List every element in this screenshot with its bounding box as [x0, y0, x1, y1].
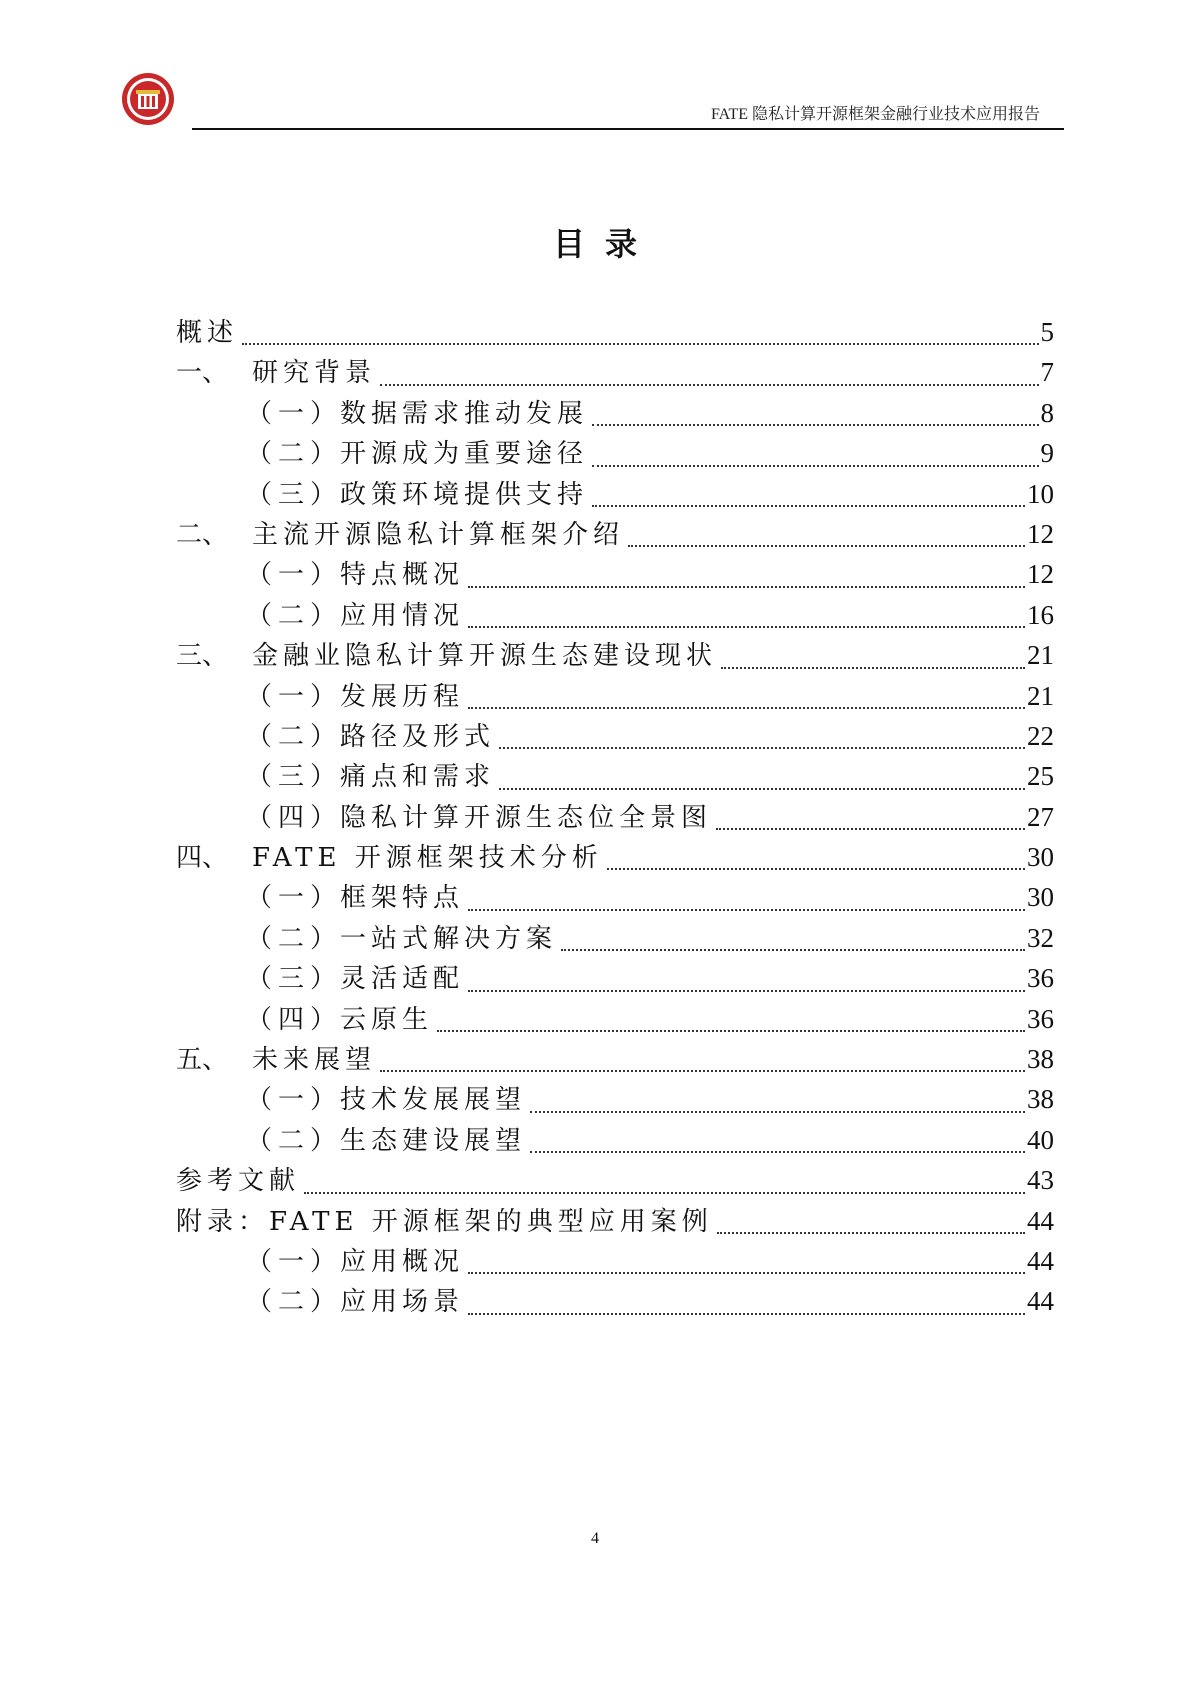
toc-entry-label: 概述: [176, 318, 239, 348]
toc-entry-number: 三、: [176, 641, 229, 672]
association-logo-icon: [120, 71, 176, 127]
toc-entry-page: 38: [1027, 1084, 1054, 1115]
toc-entry-label: 云原生: [340, 1004, 434, 1035]
toc-entry-label: 研究背景: [252, 358, 377, 389]
toc-entry[interactable]: [176, 312, 1054, 352]
toc-entry-label: 发展历程: [340, 681, 465, 712]
toc-entry-page: 44: [1027, 1245, 1054, 1276]
toc-entry-page: 16: [1027, 599, 1054, 630]
toc-entry-label: 一站式解决方案: [340, 923, 558, 954]
toc-leader-dots: [437, 1029, 1025, 1032]
toc-entry-label: 特点概况: [340, 560, 465, 591]
toc-leader-dots: [468, 1312, 1025, 1315]
toc-entry-number: （三）: [246, 762, 343, 793]
toc-entry-label: 应用场景: [340, 1287, 465, 1318]
toc-entry-number: （二）: [246, 721, 343, 752]
toc-entry-number: （三）: [246, 479, 343, 510]
toc-leader-dots: [468, 908, 1025, 911]
toc-entry-number: （一）: [246, 560, 343, 591]
toc-entry-number: （一）: [246, 1246, 343, 1277]
toc-entry-number: 四、: [176, 843, 229, 874]
toc-entry[interactable]: [176, 918, 1054, 958]
toc-entry[interactable]: [176, 999, 1054, 1039]
toc-leader-dots: [380, 1069, 1025, 1072]
toc-entry[interactable]: [176, 595, 1054, 635]
toc-leader-dots: [468, 706, 1025, 709]
toc-entry[interactable]: [176, 1201, 1054, 1241]
toc-leader-dots: [468, 585, 1025, 588]
toc-leader-dots: [607, 867, 1025, 870]
toc-entry-label: 金融业隐私计算开源生态建设现状: [252, 641, 718, 672]
toc-entry[interactable]: [176, 1079, 1054, 1119]
toc-entry-label: 生态建设展望: [340, 1125, 527, 1156]
toc-entry-page: 12: [1027, 559, 1054, 590]
toc-title: 目录: [552, 225, 657, 263]
toc-entry[interactable]: [176, 676, 1054, 716]
toc-leader-dots: [530, 1150, 1025, 1153]
toc-leader-dots: [499, 787, 1025, 790]
toc-leader-dots: [468, 1271, 1025, 1274]
toc-entry-number: （一）: [246, 398, 343, 429]
toc-entry-page: 36: [1027, 1003, 1054, 1034]
toc-entry-label: 路径及形式: [340, 721, 496, 752]
toc-entry-page: 21: [1027, 640, 1054, 671]
table-of-contents: [176, 312, 1054, 1322]
toc-entry[interactable]: [176, 756, 1054, 796]
toc-entry-page: 30: [1027, 842, 1054, 873]
toc-entry[interactable]: [176, 554, 1054, 594]
toc-leader-dots: [242, 342, 1038, 345]
toc-entry-page: 36: [1027, 963, 1054, 994]
toc-leader-dots: [468, 989, 1025, 992]
header-divider: [192, 128, 1064, 130]
toc-leader-dots: [716, 827, 1025, 830]
toc-entry-number: 一、: [176, 358, 229, 389]
toc-entry[interactable]: [176, 1120, 1054, 1160]
toc-entry-label: 应用概况: [340, 1246, 465, 1277]
toc-entry[interactable]: [176, 1039, 1054, 1079]
toc-entry[interactable]: [176, 514, 1054, 554]
toc-leader-dots: [717, 1231, 1025, 1234]
toc-leader-dots: [499, 746, 1025, 749]
toc-entry-page: 9: [1040, 438, 1054, 469]
toc-entry[interactable]: [176, 635, 1054, 675]
toc-leader-dots: [380, 383, 1038, 386]
header-title: FATE 隐私计算开源框架金融行业技术应用报告: [710, 106, 1040, 123]
toc-entry-label: 未来展望: [252, 1045, 377, 1076]
toc-entry-page: 30: [1027, 882, 1054, 913]
toc-entry-page: 7: [1040, 357, 1054, 388]
toc-entry-page: 40: [1027, 1124, 1054, 1155]
toc-leader-dots: [592, 423, 1038, 426]
toc-entry-number: 二、: [176, 519, 229, 550]
toc-entry[interactable]: [176, 837, 1054, 877]
toc-entry-number: （一）: [246, 681, 343, 712]
toc-leader-dots: [561, 948, 1025, 951]
toc-entry-number: （四）: [246, 802, 343, 833]
toc-entry-number: （二）: [246, 923, 343, 954]
toc-entry-label: 开源成为重要途径: [340, 439, 589, 470]
toc-entry[interactable]: [176, 1241, 1054, 1281]
toc-leader-dots: [592, 464, 1038, 467]
toc-entry-number: （二）: [246, 1287, 343, 1318]
toc-entry-label: 数据需求推动发展: [340, 398, 589, 429]
toc-leader-dots: [721, 666, 1025, 669]
toc-entry-number: （一）: [246, 883, 343, 914]
toc-entry-label: 灵活适配: [340, 964, 465, 995]
toc-entry[interactable]: [176, 1281, 1054, 1321]
toc-entry-label: 主流开源隐私计算框架介绍: [252, 519, 625, 550]
toc-entry-label: 政策环境提供支持: [340, 479, 589, 510]
toc-entry-label: 附录：FATE 开源框架的典型应用案例: [176, 1206, 713, 1237]
toc-entry[interactable]: [176, 797, 1054, 837]
toc-entry-number: （二）: [246, 600, 343, 631]
toc-entry-number: （四）: [246, 1004, 343, 1035]
page-number: 4: [591, 1530, 599, 1547]
toc-leader-dots: [468, 625, 1025, 628]
toc-leader-dots: [592, 504, 1025, 507]
toc-entry[interactable]: [176, 958, 1054, 998]
toc-entry-number: （二）: [246, 1125, 343, 1156]
toc-entry-page: 25: [1027, 761, 1054, 792]
toc-entry[interactable]: [176, 716, 1054, 756]
toc-entry-page: 10: [1027, 478, 1054, 509]
toc-entry-page: 32: [1027, 922, 1054, 953]
toc-entry-number: （二）: [246, 439, 343, 470]
toc-leader-dots: [530, 1110, 1025, 1113]
toc-leader-dots: [304, 1191, 1025, 1194]
toc-entry[interactable]: [176, 393, 1054, 433]
toc-entry-page: 44: [1027, 1205, 1054, 1236]
toc-entry[interactable]: [176, 1160, 1054, 1200]
toc-entry[interactable]: [176, 433, 1054, 473]
toc-entry-label: 应用情况: [340, 600, 465, 631]
toc-entry-label: 参考文献: [176, 1166, 301, 1197]
toc-entry-page: 21: [1027, 680, 1054, 711]
toc-entry-label: 隐私计算开源生态位全景图: [340, 802, 713, 833]
toc-entry-number: 五、: [176, 1045, 229, 1076]
toc-entry-page: 22: [1027, 720, 1054, 751]
toc-entry-number: （一）: [246, 1085, 343, 1116]
toc-entry-page: 12: [1027, 518, 1054, 549]
toc-entry-number: （三）: [246, 964, 343, 995]
toc-entry-page: 27: [1027, 801, 1054, 832]
toc-entry-page: 8: [1040, 397, 1054, 428]
toc-entry[interactable]: [176, 877, 1054, 917]
toc-leader-dots: [628, 544, 1025, 547]
toc-entry[interactable]: [176, 352, 1054, 392]
toc-entry-page: 44: [1027, 1286, 1054, 1317]
toc-entry[interactable]: [176, 474, 1054, 514]
toc-entry-label: 框架特点: [340, 883, 465, 914]
toc-entry-page: 5: [1040, 317, 1054, 347]
toc-entry-label: FATE 开源框架技术分析: [252, 843, 603, 874]
toc-entry-page: 38: [1027, 1044, 1054, 1075]
toc-entry-label: 痛点和需求: [340, 762, 496, 793]
toc-entry-page: 43: [1027, 1165, 1054, 1196]
toc-entry-label: 技术发展展望: [340, 1085, 527, 1116]
